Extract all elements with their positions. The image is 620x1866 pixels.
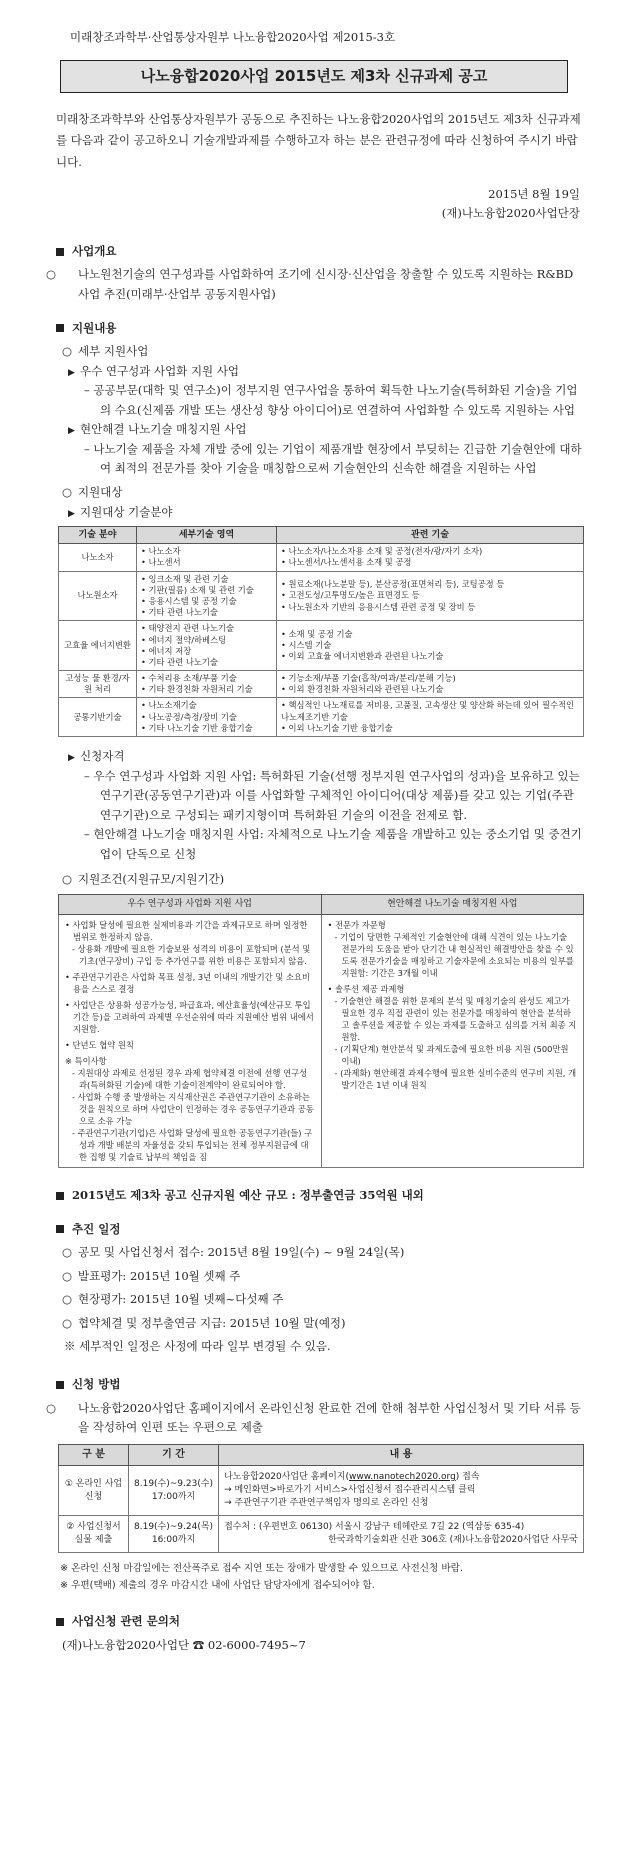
- document-number: 미래창조과학부·산업통상자원부 나노융합2020사업 제2015-3호: [70, 30, 396, 44]
- issuing-organization: (재)나노융합2020사업단장: [441, 206, 580, 221]
- tech-detail-cell: [137, 621, 277, 671]
- program1-label: ▶ 우수 연구성과 사업화 지원 사업: [56, 362, 582, 382]
- list-item: • 에너지 절약/하베스팅: [141, 635, 272, 646]
- conditions-left-cell: [59, 914, 322, 1167]
- circle-bullet-icon: ○: [62, 1315, 73, 1330]
- table-row: [59, 621, 584, 671]
- condition-line: - 주관연구기관(기업)은 사업화 달성에 필요한 공동연구기관(들) 구성과 개발 배분의 자율성을 갖되 투입되는 전체 정부지원금에 대한 집행 및 기술료 납부의 책임을 짐: [72, 1128, 313, 1163]
- schedule-item: ○ 현장평가: 2015년 10월 넷째~다섯째 주: [56, 1290, 582, 1310]
- tech-detail-cell: [137, 671, 277, 698]
- condition-line: • 전문가 자문형: [327, 919, 386, 930]
- condition-line: • 사업화 달성에 필요한 실제비용과 기간을 과제규모로 하며 일정한 범위로 한정하지 않음.: [65, 919, 308, 942]
- schedule-note: ※ 세부적인 일정은 사정에 따라 일부 변경될 수 있음.: [64, 1339, 331, 1354]
- section-title: 추진 일정: [72, 1221, 121, 1236]
- table-row: [59, 571, 584, 621]
- condition-line: - 기술현안 해결을 위한 문제의 분석 및 매칭기술의 완성도 제고가 필요한 경우 직접 관련이 있는 전문가를 매칭하여 현안을 분석하고 솔루션을 제공할 수 있는 과제를 도출하고 심의를 거쳐 최종 지원함.: [334, 995, 577, 1043]
- list-item: • 잉크소재 및 관련 기술: [141, 574, 272, 585]
- schedule-item: ○ 공모 및 사업신청서 접수: 2015년 8월 19일(수) ~ 9월 24일(목): [56, 1243, 582, 1263]
- table-row: [59, 1466, 584, 1516]
- list-item: • 시스템 기술: [281, 640, 579, 651]
- list-item: • 응용시스템 및 공정 기술: [141, 596, 272, 607]
- table-header: 현안해결 나노기술 매칭지원 사업: [321, 894, 584, 914]
- section-schedule-heading: [56, 1220, 582, 1240]
- overview-text: [46, 265, 582, 304]
- table-header: 기 간: [129, 1444, 219, 1466]
- table-header: 구 분: [59, 1444, 129, 1466]
- triangle-bullet-icon: ▶: [68, 426, 75, 437]
- square-bullet-icon: [56, 324, 64, 332]
- tech-related-cell: [277, 571, 584, 621]
- program2-label: ▶ 현안해결 나노기술 매칭지원 사업: [56, 420, 582, 440]
- table-header: 관련 기술: [277, 527, 584, 544]
- condition-line: • 주관연구기관은 사업화 목표 설정, 3년 이내의 개발기간 및 소요비용을 스스로 결정: [65, 971, 310, 994]
- contact-info: (재)나노융합2020사업단 ☎ 02-6000-7495~7: [62, 1637, 306, 1652]
- circle-bullet-icon: ○: [62, 1292, 73, 1307]
- list-item: • 기판(필름) 소재 및 관련 기술: [141, 585, 272, 596]
- square-bullet-icon: [56, 1225, 64, 1233]
- qualification-label: ▶ 신청자격: [56, 747, 582, 767]
- method-content-offline: 접수처 : (우편번호 06130) 서울시 강남구 테헤란로 7길 22 (역삼동 635-4) 한국과학기술회관 신관 306호 (재)나노융합2020사업단 사무국: [219, 1516, 584, 1553]
- bullet-icon: •: [65, 1040, 73, 1051]
- method-period-offline: 8.19(수)~9.24(목) 16:00까지: [129, 1516, 219, 1553]
- table-row: [59, 671, 584, 698]
- section-budget-heading: [56, 1186, 582, 1206]
- triangle-bullet-icon: ▶: [68, 753, 75, 763]
- table-header: 세부기술 영역: [137, 527, 277, 544]
- method-note-2: ※ 우편(택배) 제출의 경우 마감시간 내에 사업단 담당자에게 접수되어야 함.: [60, 1579, 375, 1591]
- bullet-icon: •: [327, 919, 336, 930]
- table-header: 우수 연구성과 사업화 지원 사업: [59, 894, 322, 914]
- section-title: 신청 방법: [72, 1377, 121, 1391]
- bullet-icon: •: [65, 971, 73, 982]
- list-item: • 에너지 저장: [141, 646, 272, 657]
- application-method-table: [58, 1444, 584, 1554]
- tech-field-cell: 나노원소자: [59, 571, 137, 621]
- list-item: • 기타 관련 나노기술: [141, 657, 272, 668]
- section-contact-heading: [56, 1612, 582, 1632]
- square-bullet-icon: [56, 248, 64, 256]
- section-title: 2015년도 제3차 공고 신규지원 예산 규모 : 정부출연금 35억원 내외: [72, 1188, 424, 1203]
- circle-bullet-icon: ○: [62, 1268, 73, 1283]
- list-item: • 기능소재/부품 기술(흡착/여과/분리/분해 기능): [281, 673, 579, 684]
- target-label: ○ 지원대상: [56, 483, 582, 503]
- overview-body: 나노원천기술의 연구성과를 사업화하여 조기에 신시장·신산업을 창출할 수 있도록 지원하는 R&BD 사업 추진(미래부·산업부 공동지원사업): [78, 267, 574, 302]
- list-item: • 나노소재기술: [141, 700, 272, 711]
- page-title: 나노융합2020사업 2015년도 제3차 신규과제 공고: [60, 60, 568, 94]
- table-header: 내 용: [219, 1444, 584, 1466]
- square-bullet-icon: [56, 1192, 64, 1200]
- table-row: [59, 544, 584, 571]
- tech-field-cell: 고효율 에너지변환: [59, 621, 137, 671]
- method-period-online: 8.19(수)~9.23(수) 17:00까지: [129, 1466, 219, 1516]
- tech-field-cell: 나노소자: [59, 544, 137, 571]
- list-item: • 이외 환경친화 자원처리와 관련된 나노기술: [281, 684, 579, 695]
- homepage-link[interactable]: www.nanotech2020.org: [348, 1472, 456, 1483]
- tech-related-cell: [277, 621, 584, 671]
- program1-text: – 공공부문(대학 및 연구소)이 정부지원 연구사업을 통하여 획득한 나노기술(특허화된 기술)을 기업의 수요(신제품 개발 또는 생산성 향상 아이디어)로 연결하여 사업화할 수 있도록 지원하는 사업: [84, 383, 578, 417]
- tech-detail-cell: [137, 698, 277, 737]
- table-row: [59, 1516, 584, 1553]
- section-title: 사업신청 관련 문의처: [72, 1613, 180, 1628]
- tech-field-table: [58, 526, 584, 737]
- conditions-right-cell: [321, 914, 584, 1167]
- condition-line: - (기획단계) 현안분석 및 과제도출에 필요한 비용 지원 (500만원 이내): [334, 1044, 569, 1067]
- support-conditions-table: [58, 894, 584, 1168]
- circle-bullet-icon: ○: [62, 872, 73, 887]
- list-item: • 기타 관련 나노기술: [141, 607, 272, 618]
- method-label-online: ① 온라인 사업 신청: [59, 1466, 129, 1516]
- list-item: • 기타 환경친화 자원처리 기술: [141, 684, 272, 695]
- list-item: • 원료소재(나노분말 등), 분산공정(표면처리 등), 코팅공정 등: [281, 579, 579, 590]
- section-method-heading: [56, 1375, 582, 1395]
- section-title: 지원내용: [72, 320, 117, 335]
- list-item: • 나노센서: [141, 557, 272, 568]
- tech-detail-cell: [137, 571, 277, 621]
- tech-detail-cell: [137, 544, 277, 571]
- condition-line: - 지원대상 과제로 선정된 경우 과제 협약체결 이전에 선행 연구성과(특허화된 기술)에 대한 기술이전계약이 완료되어야 함.: [72, 1068, 308, 1091]
- bullet-icon: •: [65, 999, 73, 1010]
- list-item: • 나노소자: [141, 546, 272, 557]
- list-item: • 이외 나노기술 기반 융합기술: [281, 723, 579, 734]
- method-label-offline: ② 사업신청서 실물 제출: [59, 1516, 129, 1553]
- intro-paragraph: 미래창조과학부와 산업통상자원부가 공동으로 추진하는 나노융합2020사업의 2015년도 제3차 신규과제를 다음과 같이 공고하오니 기술개발과제를 수행하고자 하는 분은 관련규정에 따라 신청하여 주시기 바랍니다.: [56, 112, 581, 169]
- method-intro: ○ 나노융합2020사업단 홈페이지에서 온라인신청 완료한 건에 한해 첨부한 사업신청서 및 기타 서류 등을 작성하여 인편 또는 우편으로 제출: [46, 1400, 581, 1435]
- condition-line: • 사업단은 상용화 성공가능성, 파급효과, 예산효율성(예산규모 투입기간 등)을 고려하여 과제별 우선순위에 따라 지원예산 범위 내에서 지원함.: [65, 999, 314, 1034]
- tech-related-cell: [277, 698, 584, 737]
- list-item: • 고전도성/고투명도/높은 표면경도 등: [281, 590, 579, 601]
- circle-bullet-icon: ○: [62, 344, 73, 359]
- tech-field-cell: 공통기반기술: [59, 698, 137, 737]
- list-item: • 나노센서/나노센서용 소재 및 공정: [281, 557, 579, 568]
- program2-text: – 나노기술 제품을 자체 개발 중에 있는 기업이 제품개발 현장에서 부딪히는 긴급한 기술현안에 대하여 최적의 전문가를 찾아 기술을 매칭함으로써 기술현안의 신속한 해결을 지원하는 사업: [84, 441, 582, 476]
- conditions-label: ○ 지원조건(지원규모/지원기간): [56, 870, 582, 890]
- list-item: • 수처리용 소재/부품 기술: [141, 673, 272, 684]
- condition-line: - 사업화 수행 중 발생하는 지식재산권은 주관연구기관이 소유하는 것을 원칙으로 하며 사업단이 인정하는 경우 공동연구기관과 공동으로 소유 가능: [72, 1092, 314, 1127]
- circle-bullet-icon: ○: [46, 267, 57, 282]
- qualification-item-1: – 우수 연구성과 사업화 지원 사업: 특허화된 기술(선행 정부지원 연구사업의 성과)을 보유하고 있는 연구기관(공동연구기관)과 이를 사업화할 구체적인 아이디어(대상 제품)를 갖고 있는 기업(주관연구기관)으로 구성되는 패키지형이며 특허화된 기술의 이전을 전제로 함.: [84, 768, 580, 822]
- list-item: • 이외 고효율 에너지변환과 관련된 나노기술: [281, 651, 579, 662]
- list-item: • 나노소자/나노소자용 소재 및 공정(전자/광/자기 소자): [281, 546, 579, 557]
- condition-line: - 기업이 당면한 구체적인 기술현안에 대해 식견이 있는 나노기술 전문가의 도움을 받아 단기간 내 현실적인 해결방안을 찾을 수 있도록 전문가기술을 매칭하고 기술자문에 소요되는 비용의 일부를 지원함: 기간은 3개월 이내: [334, 931, 574, 978]
- condition-line: ※ 특이사항: [65, 1056, 107, 1067]
- square-bullet-icon: [56, 1618, 64, 1626]
- detail-program-label: ○ 세부 지원사업: [56, 342, 582, 362]
- section-support-heading: [56, 319, 582, 339]
- table-row: [59, 698, 584, 737]
- list-item: • 기타 나노기술 기반 융합기술: [141, 723, 272, 734]
- condition-line: - (과제화) 현안해결 과제수행에 필요한 실비수준의 연구비 지원, 개발기간은 1년 이내 원칙: [334, 1068, 577, 1091]
- condition-line: - 상용화 개발에 필요한 기술보완 성격의 비용이 포함되며 (분석 및 기초(연구장비) 구입 등 추가연구를 위한 비용은 포함되지 않음.: [72, 943, 311, 966]
- section-title: 사업개요: [72, 243, 117, 258]
- bullet-icon: •: [327, 983, 336, 994]
- list-item: • 소재 및 공정 기술: [281, 629, 579, 640]
- method-note-1: ※ 온라인 신청 마감일에는 전산폭주로 접수 지연 또는 장애가 발생할 수 있으므로 사전신청 바람.: [60, 1563, 463, 1575]
- triangle-bullet-icon: ▶: [68, 367, 75, 378]
- tech-related-cell: [277, 544, 584, 571]
- tech-field-label: ▶ 지원대상 기술분야: [56, 503, 582, 523]
- section-overview-heading: [56, 242, 582, 262]
- triangle-bullet-icon: ▶: [68, 508, 75, 519]
- circle-bullet-icon: ○: [46, 1400, 57, 1415]
- circle-bullet-icon: ○: [62, 1245, 73, 1260]
- bullet-icon: •: [65, 919, 73, 930]
- tech-field-cell: 고성능 물 환경/자원 처리: [59, 671, 137, 698]
- method-content-online: 나노융합2020사업단 홈페이지(www.nanotech2020.org) 접속 → 메인화면>바로가기 서비스>사업신청서 접수관리시스템 클릭 → 주관연구기관 주관연구책임자 명의로 온라인 신청: [219, 1466, 584, 1516]
- list-item: • 핵심적인 나노재료를 저비용, 고품질, 고속생산 및 양산화 하는데 있어 필수적인 나노제조기반 기술: [281, 700, 579, 722]
- condition-line: • 단년도 협약 원칙: [65, 1040, 134, 1051]
- circle-bullet-icon: ○: [62, 484, 73, 499]
- list-item: • 나노원소자 기반의 응용시스템 관련 공정 및 장비 등: [281, 602, 579, 613]
- table-header: 기술 분야: [59, 527, 137, 544]
- list-item: • 태양전지 관련 나노기술: [141, 623, 272, 634]
- condition-line: • 솔루션 제공 과제형: [327, 983, 405, 994]
- list-item: • 나노공정/측정/장비 기술: [141, 712, 272, 723]
- tech-related-cell: [277, 671, 584, 698]
- qualification-item-2: – 현안해결 나노기술 매칭지원 사업: 자체적으로 나노기술 제품을 개발하고 있는 중소기업 및 중견기업이 단독으로 신청: [84, 827, 582, 861]
- schedule-item: ○ 발표평가: 2015년 10월 셋째 주: [56, 1267, 582, 1287]
- square-bullet-icon: [56, 1381, 64, 1389]
- schedule-item: ○ 협약체결 및 정부출연금 지급: 2015년 10월 말(예정): [56, 1314, 582, 1334]
- notice-date: 2015년 8월 19일: [488, 186, 580, 201]
